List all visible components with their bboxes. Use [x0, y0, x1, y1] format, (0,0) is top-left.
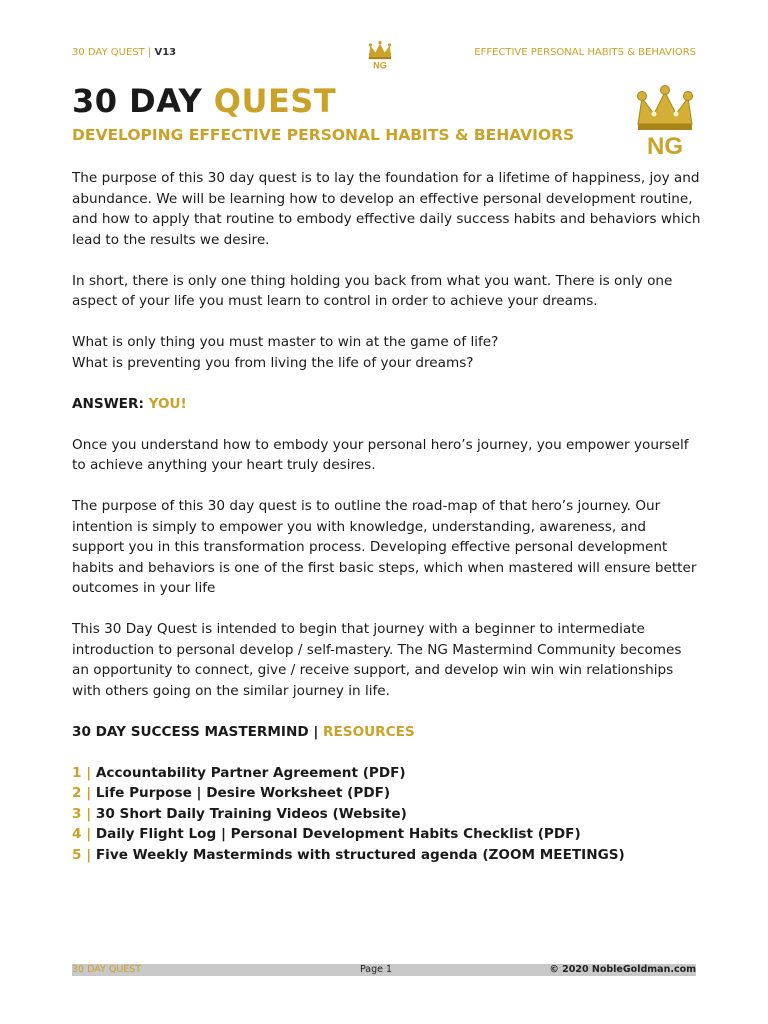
paragraph-short: In short, there is only one thing holding you back from what you want. There is only one aspect of your life you must learn to control in order to achieve your dreams.	[72, 272, 673, 309]
paragraph-journey: This 30 Day Quest is intended to begin that journey with a beginner to intermediate introduction to personal develop / self-mastery. The NG Mastermind Community becomes an opportunity to connect, give / receive support, and develop win win win relationships with others going on the similar journey in life.	[72, 621, 682, 699]
question-1: What is only thing you must master to win at the game of life?	[72, 334, 499, 350]
list-item	[72, 824, 702, 845]
list-item-number: 4 |	[72, 826, 92, 842]
resources-list	[72, 763, 702, 866]
main-content	[72, 168, 702, 865]
list-item-text: 30 Short Daily Training Videos (Website)	[95, 805, 407, 822]
list-item-number: 5 |	[72, 846, 92, 863]
resources-heading-highlight: RESOURCES	[323, 723, 415, 740]
answer-value: YOU!	[148, 395, 187, 412]
svg-text:NG: NG	[373, 60, 387, 70]
header-version: V13	[154, 47, 177, 58]
list-item-number: 2 |	[72, 785, 92, 801]
list-item-text: Life Purpose | Desire Worksheet (PDF)	[95, 785, 391, 801]
svg-text:NG: NG	[647, 133, 683, 156]
list-item-text: Accountability Partner Agreement (PDF)	[95, 764, 406, 781]
footer-title: 30 DAY QUEST	[72, 964, 142, 975]
list-item	[72, 845, 702, 866]
list-item-number: 3 |	[72, 805, 92, 822]
resources-heading-text: 30 DAY SUCCESS MASTERMIND |	[72, 723, 319, 740]
paragraph-roadmap: The purpose of this 30 day quest is to outline the road-map of that hero’s journey. Our intention is simply to empower you with knowledge, understanding, awareness, and support you in this transformation process. Developing effective personal development habits and behaviors is one of the first basic steps, which when mastered will ensure better outcomes in your life	[72, 498, 697, 596]
answer-line	[72, 394, 702, 415]
paragraph-intro: The purpose of this 30 day quest is to lay the foundation for a lifetime of happiness, joy and abundance. We will be learning how to develop an effective personal development routine, and how to apply that routine to embody effective daily success habits and behaviors which lead to the results we desire.	[72, 170, 701, 248]
title-part2: QUEST	[213, 82, 337, 120]
question-2: What is preventing you from living the life of your dreams?	[72, 354, 474, 371]
list-item-text: Five Weekly Masterminds with structured agenda (ZOOM MEETINGS)	[95, 846, 625, 863]
page-subtitle: DEVELOPING EFFECTIVE PERSONAL HABITS & BEHAVIORS	[72, 126, 575, 144]
footer-copyright: © 2020 NobleGoldman.com	[549, 964, 696, 975]
resources-heading	[72, 722, 702, 743]
answer-separator: :	[138, 395, 144, 412]
paragraph-hero: Once you understand how to embody your personal hero’s journey, you empower yourself to achieve anything your heart truly desires.	[72, 436, 689, 473]
list-item	[72, 783, 702, 804]
title-part1: 30 DAY	[72, 82, 203, 120]
header-title: 30 DAY QUEST |	[72, 47, 152, 58]
list-item-text: Daily Flight Log | Personal Development Habits Checklist (PDF)	[95, 826, 581, 842]
page-footer	[72, 964, 696, 976]
answer-label: ANSWER	[72, 395, 139, 412]
page-title	[72, 82, 336, 120]
page-header	[72, 44, 696, 70]
list-item	[72, 804, 702, 825]
header-right: EFFECTIVE PERSONAL HABITS & BEHAVIORS	[474, 47, 696, 58]
list-item	[72, 763, 702, 784]
logo	[632, 84, 698, 156]
list-item-number: 1 |	[72, 764, 92, 781]
crown-icon	[366, 40, 394, 70]
page-number: Page 1	[360, 964, 393, 975]
header-left	[72, 47, 176, 58]
